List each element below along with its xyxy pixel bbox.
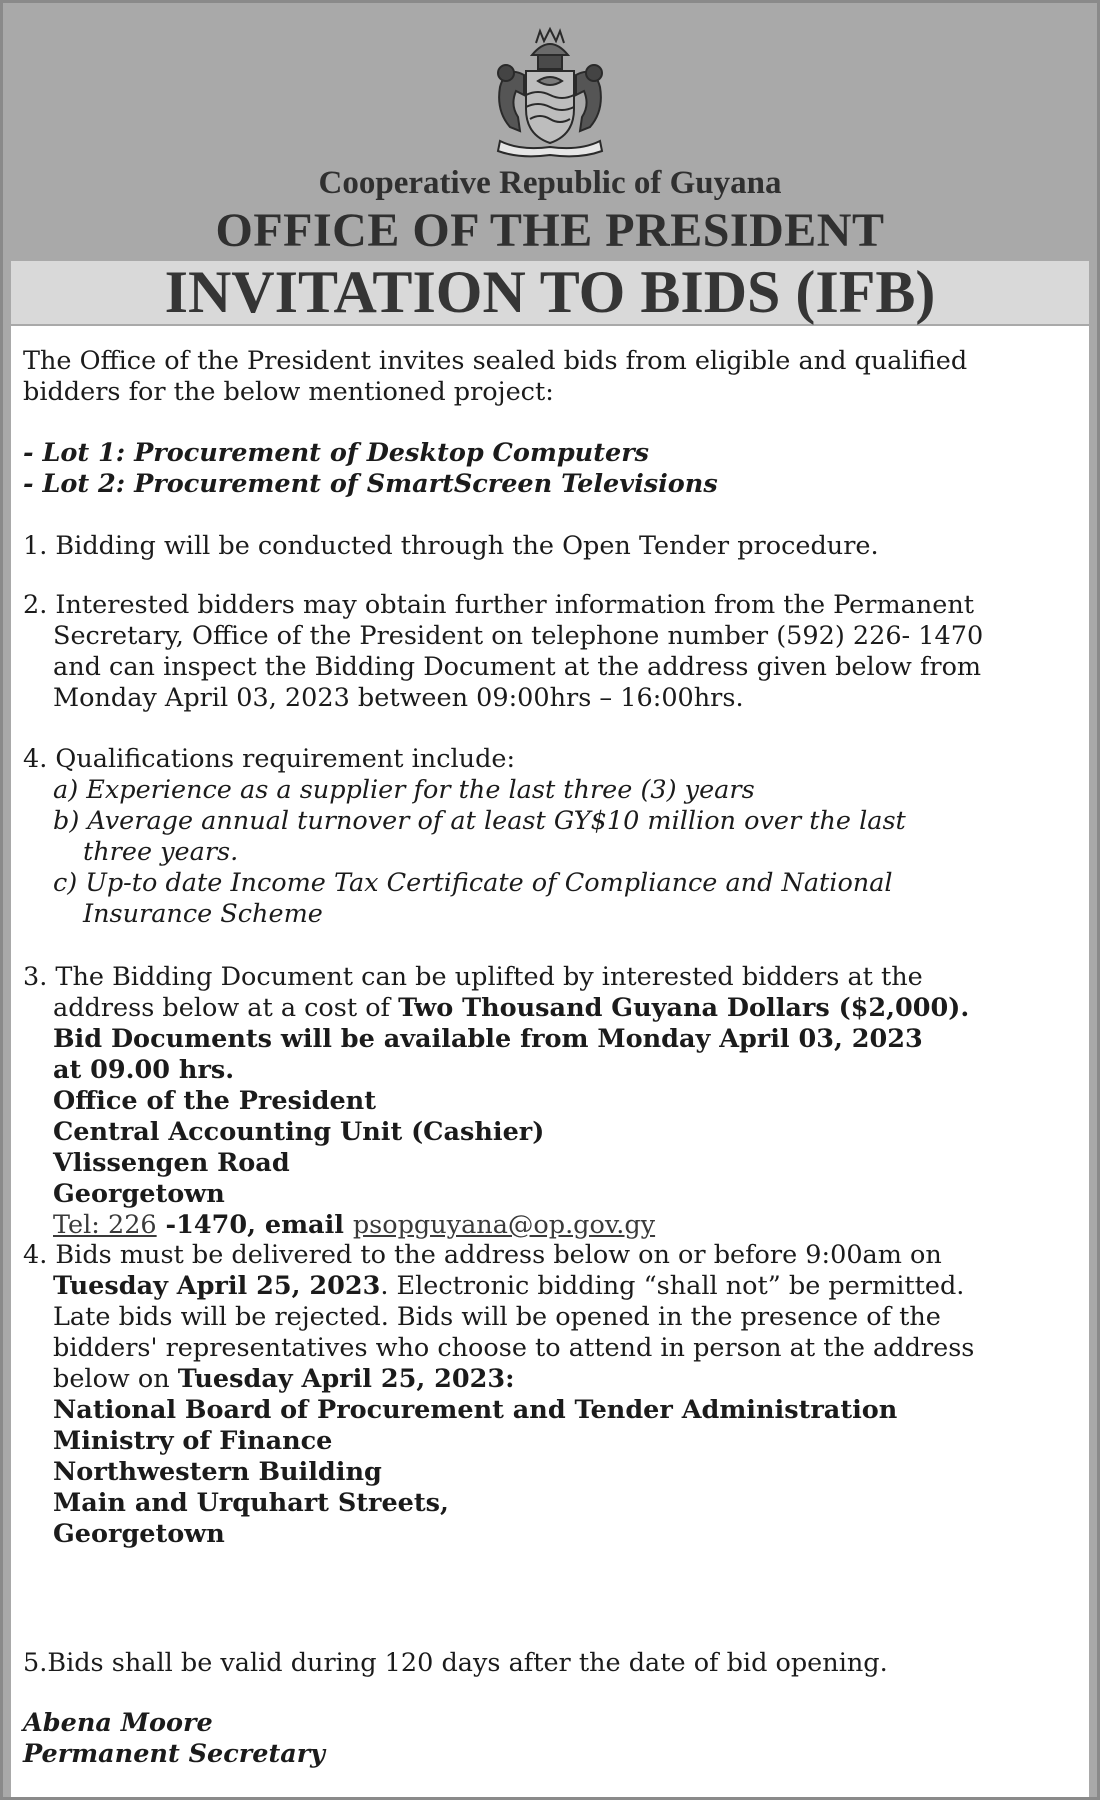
- qualification-item: a) Experience as a supplier for the last three (3) years: [53, 775, 755, 805]
- notice-title: INVITATION TO BIDS (IFB): [11, 261, 1089, 324]
- notice-body: [3, 326, 1097, 1797]
- item-4-line: [23, 1364, 1078, 1395]
- intro-line: bidders for the below mentioned project:: [23, 377, 554, 407]
- signature-block: [23, 1708, 1078, 1770]
- item-4-line: [23, 1271, 1078, 1302]
- republic-name: Cooperative Republic of Guyana: [318, 165, 782, 201]
- address-line: Georgetown: [53, 1179, 225, 1209]
- delivery-address-line: National Board of Procurement and Tender Administration: [53, 1395, 898, 1425]
- item-2-line: and can inspect the Bidding Document at the address given below from: [53, 652, 982, 682]
- address-line: Office of the President: [53, 1086, 376, 1116]
- item-3-line: 3. The Bidding Document can be uplifted by interested bidders at the: [23, 962, 923, 992]
- signatory-title: Permanent Secretary: [23, 1739, 325, 1769]
- intro-line: The Office of the President invites sealed bids from eligible and qualified: [23, 346, 968, 376]
- contact-line: [23, 1210, 1078, 1241]
- item-4-text: . Electronic bidding “shall not” be permitted.: [380, 1271, 965, 1301]
- bid-document-cost: Two Thousand Guyana Dollars ($2,000).: [398, 993, 970, 1023]
- guyana-coat-of-arms-icon: [480, 25, 620, 165]
- item-2-line: Monday April 03, 2023 between 09:00hrs – 16:00hrs.: [53, 683, 744, 713]
- item-1: [23, 531, 1078, 562]
- bid-deadline: Tuesday April 25, 2023: [53, 1271, 381, 1301]
- signatory-name: Abena Moore: [23, 1708, 213, 1738]
- delivery-address-line: Main and Urquhart Streets,: [53, 1488, 449, 1518]
- item-3: [23, 962, 1078, 1086]
- item-4: [23, 1240, 1078, 1550]
- bid-opening-date: Tuesday April 25, 2023:: [177, 1364, 515, 1394]
- item-4-text: below on: [53, 1364, 178, 1394]
- address-line: Central Accounting Unit (Cashier): [53, 1117, 545, 1147]
- item-1-text: 1. Bidding will be conducted through the Open Tender procedure.: [23, 531, 879, 561]
- qualification-item: three years.: [83, 837, 239, 867]
- qualification-item: Insurance Scheme: [83, 899, 323, 929]
- item-4-line: 4. Bids must be delivered to the address below on or before 9:00am on: [23, 1240, 942, 1270]
- item-3-line: [23, 993, 1078, 1024]
- qualification-item: c) Up-to date Income Tax Certificate of Compliance and National: [53, 868, 893, 898]
- lots-list: [23, 438, 1078, 500]
- item-3-line: Bid Documents will be available from Monday April 03, 2023: [53, 1024, 923, 1054]
- item-5: [23, 1648, 1078, 1679]
- delivery-address-line: Ministry of Finance: [53, 1426, 333, 1456]
- item-4-line: Late bids will be rejected. Bids will be opened in the presence of the: [53, 1302, 941, 1332]
- delivery-address-line: Georgetown: [53, 1519, 225, 1549]
- address-line: Vlissengen Road: [53, 1148, 290, 1178]
- telephone-link[interactable]: Tel: 226: [53, 1210, 157, 1240]
- lot-item: - Lot 1: Procurement of Desktop Computers: [23, 438, 649, 468]
- qualification-item: b) Average annual turnover of at least GY$10 million over the last: [53, 806, 906, 836]
- item-2-line: 2. Interested bidders may obtain further information from the Permanent: [23, 590, 975, 620]
- qualifications: [23, 744, 1078, 930]
- item-4-line: bidders' representatives who choose to attend in person at the address: [53, 1333, 975, 1363]
- item-3-text: address below at a cost of: [53, 993, 399, 1023]
- intro-paragraph: [23, 346, 1078, 408]
- qualifications-heading: 4. Qualifications requirement include:: [23, 744, 516, 774]
- cashier-address: [23, 1086, 1078, 1241]
- item-2: [23, 590, 1078, 714]
- item-3-line: at 09.00 hrs.: [53, 1055, 235, 1085]
- notice-header: [3, 3, 1097, 326]
- item-2-line: Secretary, Office of the President on telephone number (592) 226- 1470: [53, 621, 984, 651]
- delivery-address-line: Northwestern Building: [53, 1457, 382, 1487]
- telephone-rest: -1470, email: [156, 1210, 353, 1240]
- email-link[interactable]: psopguyana@op.gov.gy: [352, 1210, 656, 1240]
- lot-item: - Lot 2: Procurement of SmartScreen Televisions: [23, 469, 718, 499]
- item-5-text: 5.Bids shall be valid during 120 days after the date of bid opening.: [23, 1648, 888, 1678]
- office-name: OFFICE OF THE PRESIDENT: [215, 204, 885, 257]
